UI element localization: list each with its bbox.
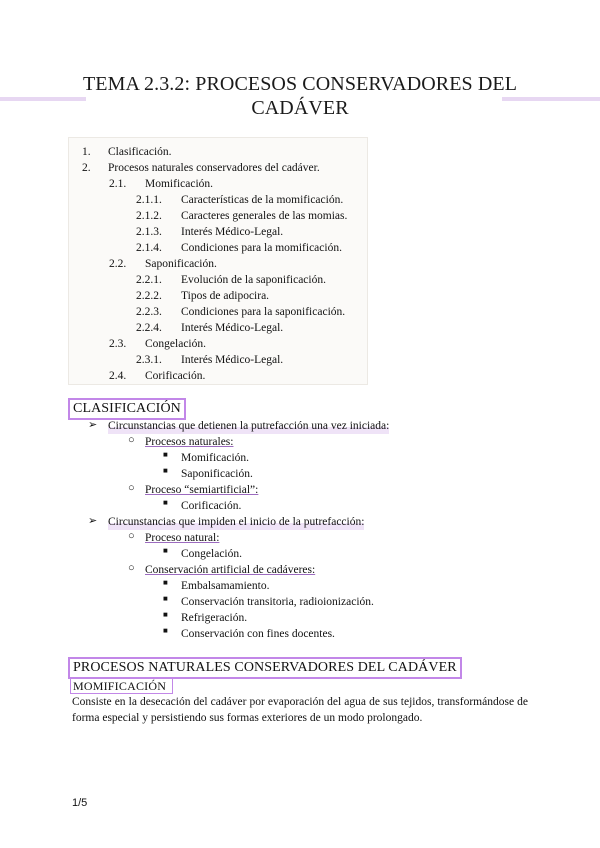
list-item: Corificación.	[181, 500, 242, 512]
toc-text: Congelación.	[145, 338, 206, 350]
square-bullet-icon: ■	[163, 546, 168, 555]
toc-number: 2.2.2.	[136, 290, 162, 302]
square-bullet-icon: ■	[163, 578, 168, 587]
list-item: Refrigeración.	[181, 612, 248, 624]
toc-number: 2.3.1.	[136, 354, 162, 366]
toc-number: 2.2.	[109, 258, 127, 270]
section-header-clasificacion: CLASIFICACIÓN	[68, 398, 186, 420]
toc-text: Momificación.	[145, 178, 214, 190]
toc-text: Condiciones para la momificación.	[181, 242, 342, 254]
toc-number: 2.2.1.	[136, 274, 162, 286]
toc-number: 1.	[82, 146, 91, 158]
square-bullet-icon: ■	[163, 626, 168, 635]
toc-number: 2.1.4.	[136, 242, 162, 254]
square-bullet-icon: ■	[163, 610, 168, 619]
list-item: Conservación artificial de cadáveres:	[145, 564, 316, 576]
list-item: Proceso “semiartificial”:	[145, 484, 259, 496]
toc-text: Evolución de la saponificación.	[181, 274, 326, 286]
square-bullet-icon: ■	[163, 594, 168, 603]
toc-number: 2.1.	[109, 178, 127, 190]
toc-text: Caracteres generales de las momias.	[181, 210, 348, 222]
momificacion-paragraph: Consiste en la desecación del cadáver por evaporación del agua de sus tejidos, transformándose de forma especial y persistiendo sus formas exteriores de un modo prolongado.	[72, 696, 528, 724]
title-line-1: TEMA 2.3.2: PROCESOS CONSERVADORES DEL	[82, 73, 518, 95]
page-number: 1/5	[72, 797, 88, 809]
toc-number: 2.1.3.	[136, 226, 162, 238]
list-item: Circunstancias que detienen la putrefacción una vez iniciada:	[108, 420, 390, 432]
list-item: Embalsamamiento.	[181, 580, 270, 592]
square-bullet-icon: ■	[163, 498, 168, 507]
circle-bullet-icon: ○	[128, 562, 135, 574]
toc-text: Interés Médico-Legal.	[181, 322, 284, 334]
toc-text: Corificación.	[145, 370, 206, 382]
toc-number: 2.	[82, 162, 91, 174]
toc-text: Características de la momificación.	[181, 194, 344, 206]
square-bullet-icon: ■	[163, 450, 168, 459]
list-item: Conservación con fines docentes.	[181, 628, 335, 640]
table-of-contents	[68, 137, 368, 385]
circle-bullet-icon: ○	[128, 530, 135, 542]
list-item: Conservación transitoria, radioionización.	[181, 596, 374, 608]
list-item: Momificación.	[181, 452, 250, 464]
list-item: Procesos naturales:	[145, 436, 234, 448]
arrow-bullet-icon: ➢	[88, 515, 98, 527]
toc-text: Condiciones para la saponificación.	[181, 306, 346, 318]
toc-number: 2.2.3.	[136, 306, 162, 318]
arrow-bullet-icon: ➢	[88, 419, 98, 431]
square-bullet-icon: ■	[163, 466, 168, 475]
list-item: Congelación.	[181, 548, 242, 560]
list-item: Proceso natural:	[145, 532, 220, 544]
toc-number: 2.4.	[109, 370, 127, 382]
section-header-procesos-naturales: PROCESOS NATURALES CONSERVADORES DEL CADÁVER	[68, 657, 462, 679]
page-title	[0, 72, 600, 120]
toc-number: 2.3.	[109, 338, 127, 350]
toc-number: 2.2.4.	[136, 322, 162, 334]
list-item: Saponificación.	[181, 468, 253, 480]
toc-text: Saponificación.	[145, 258, 217, 270]
subsection-header-momificacion: MOMIFICACIÓN	[70, 678, 173, 694]
toc-text: Clasificación.	[108, 146, 172, 158]
list-item: Circunstancias que impiden el inicio de la putrefacción:	[108, 516, 365, 528]
toc-text: Interés Médico-Legal.	[181, 354, 284, 366]
toc-number: 2.1.1.	[136, 194, 162, 206]
circle-bullet-icon: ○	[128, 482, 135, 494]
toc-text: Procesos naturales conservadores del cadáver.	[108, 162, 320, 174]
circle-bullet-icon: ○	[128, 434, 135, 446]
toc-text: Tipos de adipocira.	[181, 290, 270, 302]
toc-number: 2.1.2.	[136, 210, 162, 222]
toc-text: Interés Médico-Legal.	[181, 226, 284, 238]
title-line-2: CADÁVER	[251, 97, 349, 119]
